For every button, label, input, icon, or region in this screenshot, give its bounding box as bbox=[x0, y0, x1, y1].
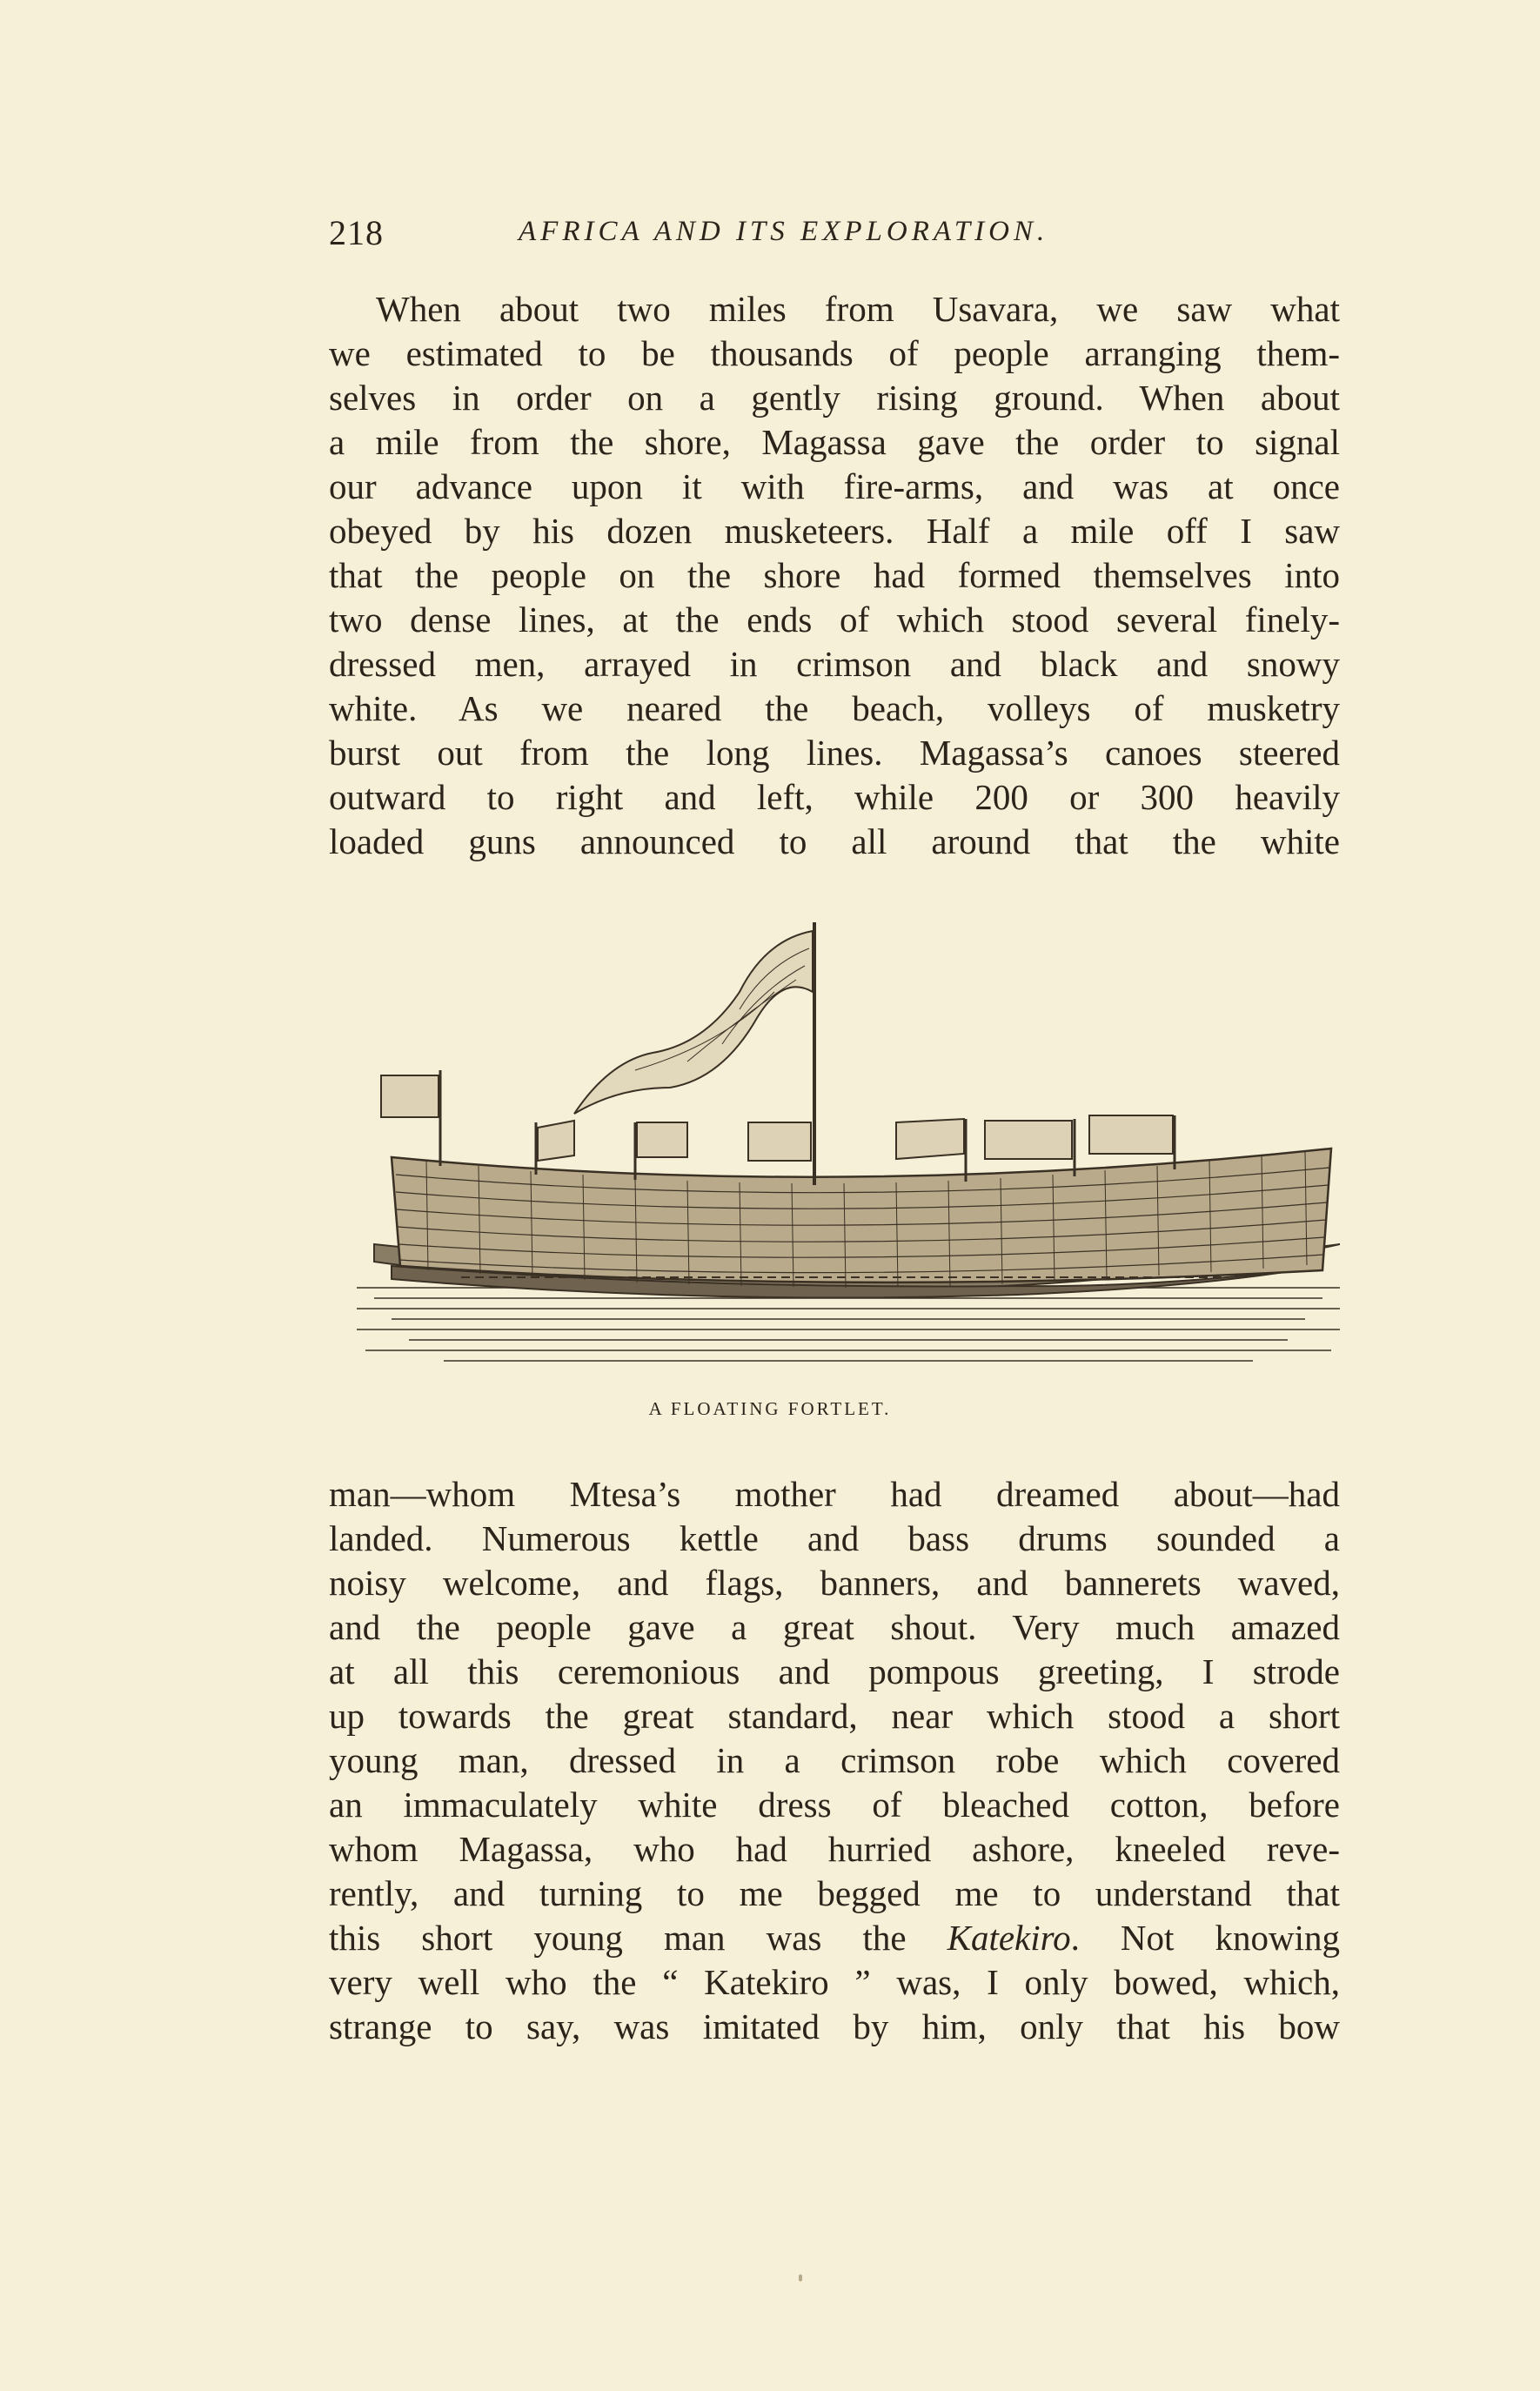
text-line: whom Magassa, who had hurried ashore, kneeled reve- bbox=[329, 1829, 1340, 1869]
text-line: When about two miles from Usavara, we saw what bbox=[376, 289, 1340, 329]
small-flag bbox=[748, 1122, 811, 1161]
text-line: loaded guns announced to all around that the white bbox=[329, 821, 1340, 861]
text-line: our advance upon it with fire-arms, and was at once bbox=[329, 466, 1340, 506]
text-segment: . Not knowing bbox=[1070, 1918, 1340, 1958]
small-flag bbox=[637, 1122, 687, 1157]
text-line: and the people gave a great shout. Very much amazed bbox=[329, 1607, 1340, 1647]
small-flag bbox=[985, 1121, 1072, 1159]
text-line: rently, and turning to me begged me to understand that bbox=[329, 1873, 1340, 1913]
small-flag bbox=[1089, 1115, 1173, 1154]
text-line-italic bbox=[329, 1916, 1340, 1960]
text-line: obeyed by his dozen musketeers. Half a mile off I saw bbox=[329, 511, 1340, 551]
text-line: two dense lines, at the ends of which stood several finely- bbox=[329, 599, 1340, 640]
page-header bbox=[329, 212, 1338, 256]
italic-term: Katekiro bbox=[947, 1918, 1071, 1958]
great-standard-banner bbox=[574, 931, 813, 1114]
text-line: dressed men, arrayed in crimson and black and snowy bbox=[329, 644, 1340, 684]
text-line: we estimated to be thousands of people arranging them- bbox=[329, 333, 1340, 373]
small-flag bbox=[896, 1119, 964, 1159]
text-line: very well who the “ Katekiro ” was, I only bowed, which, bbox=[329, 1962, 1340, 2002]
text-segment: this short young man was the bbox=[329, 1918, 947, 1958]
text-line: man—whom Mtesa’s mother had dreamed about—had bbox=[329, 1474, 1340, 1514]
text-line: young man, dressed in a crimson robe which covered bbox=[329, 1740, 1340, 1780]
water-lines bbox=[357, 1288, 1340, 1361]
text-line: strange to say, was imitated by him, only that his bow bbox=[329, 2006, 1340, 2046]
paragraph-top bbox=[329, 287, 1340, 864]
paragraph-bottom bbox=[329, 1472, 1340, 2049]
figure-caption: A FLOATING FORTLET. bbox=[648, 1398, 892, 1419]
text-line: outward to right and left, while 200 or 300 heavily bbox=[329, 777, 1340, 817]
text-line: burst out from the long lines. Magassa’s canoes steered bbox=[329, 733, 1340, 773]
text-line: that the people on the shore had formed themselves into bbox=[329, 555, 1340, 595]
text-line: selves in order on a gently rising ground. When about bbox=[329, 378, 1340, 418]
small-flag bbox=[538, 1121, 574, 1161]
text-line: a mile from the shore, Magassa gave the order to signal bbox=[329, 422, 1340, 462]
paper-speck bbox=[799, 2274, 802, 2281]
floating-fortlet-illustration bbox=[357, 914, 1340, 1375]
text-line: at all this ceremonious and pompous greeting, I strode bbox=[329, 1651, 1340, 1691]
text-line: up towards the great standard, near which stood a short bbox=[329, 1696, 1340, 1736]
text-line: noisy welcome, and flags, banners, and bannerets waved, bbox=[329, 1563, 1340, 1603]
text-line: an immaculately white dress of bleached cotton, before bbox=[329, 1785, 1340, 1825]
running-title: AFRICA AND ITS EXPLORATION. bbox=[519, 216, 1049, 247]
text-line: landed. Numerous kettle and bass drums sounded a bbox=[329, 1518, 1340, 1558]
page-number: 218 bbox=[329, 213, 384, 252]
small-flag bbox=[381, 1075, 439, 1117]
text-line: white. As we neared the beach, volleys of musketry bbox=[329, 688, 1340, 728]
